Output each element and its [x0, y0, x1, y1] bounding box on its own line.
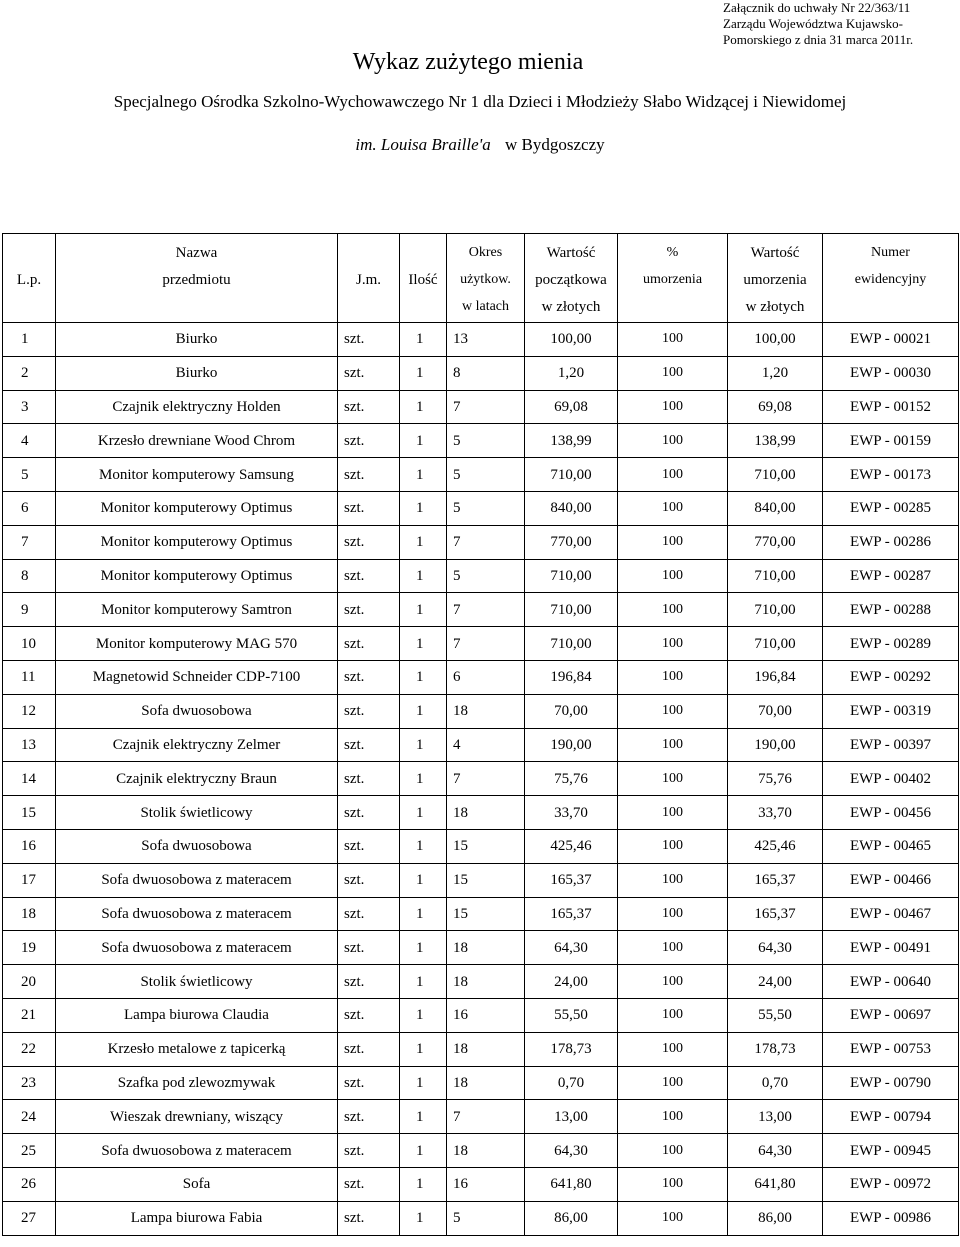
- table-row: [3, 1134, 959, 1168]
- table-header-row: [3, 234, 959, 323]
- cell-name: Sofa dwuosobowa z materacem: [56, 1134, 338, 1168]
- cell-depreciation: 710,00: [728, 593, 823, 627]
- cell-years: 7: [447, 593, 525, 627]
- cell-percent: 100: [618, 796, 728, 830]
- cell-initial-value: 641,80: [525, 1167, 618, 1201]
- cell-name: Monitor komputerowy Samsung: [56, 458, 338, 492]
- cell-inventory-number: EWP - 00159: [823, 424, 959, 458]
- table-row: [3, 694, 959, 728]
- cell-depreciation: 840,00: [728, 491, 823, 525]
- cell-depreciation: 425,46: [728, 829, 823, 863]
- cell-lp: 23: [3, 1066, 56, 1100]
- cell-name: Wieszak drewniany, wiszący: [56, 1100, 338, 1134]
- cell-inventory-number: EWP - 00794: [823, 1100, 959, 1134]
- cell-name: Monitor komputerowy Optimus: [56, 559, 338, 593]
- cell-initial-value: 70,00: [525, 694, 618, 728]
- cell-unit: szt.: [338, 897, 400, 931]
- cell-depreciation: 75,76: [728, 762, 823, 796]
- cell-name: Lampa biurowa Claudia: [56, 998, 338, 1032]
- cell-initial-value: 710,00: [525, 627, 618, 661]
- cell-initial-value: 190,00: [525, 728, 618, 762]
- cell-depreciation: 178,73: [728, 1032, 823, 1066]
- cell-unit: szt.: [338, 694, 400, 728]
- cell-inventory-number: EWP - 00790: [823, 1066, 959, 1100]
- cell-depreciation: 33,70: [728, 796, 823, 830]
- cell-qty: 1: [400, 1066, 447, 1100]
- cell-initial-value: 1,20: [525, 356, 618, 390]
- cell-lp: 3: [3, 390, 56, 424]
- cell-qty: 1: [400, 593, 447, 627]
- cell-inventory-number: EWP - 00286: [823, 525, 959, 559]
- cell-years: 7: [447, 390, 525, 424]
- table-row: [3, 525, 959, 559]
- school-city: w Bydgoszczy: [505, 135, 605, 154]
- cell-percent: 100: [618, 424, 728, 458]
- cell-depreciation: 55,50: [728, 998, 823, 1032]
- cell-percent: 100: [618, 627, 728, 661]
- table-row: [3, 1032, 959, 1066]
- cell-unit: szt.: [338, 559, 400, 593]
- cell-qty: 1: [400, 762, 447, 796]
- cell-years: 18: [447, 1134, 525, 1168]
- cell-inventory-number: EWP - 00491: [823, 931, 959, 965]
- cell-name: Czajnik elektryczny Braun: [56, 762, 338, 796]
- cell-inventory-number: EWP - 00289: [823, 627, 959, 661]
- cell-percent: 100: [618, 1066, 728, 1100]
- cell-initial-value: 710,00: [525, 559, 618, 593]
- cell-initial-value: 138,99: [525, 424, 618, 458]
- cell-lp: 22: [3, 1032, 56, 1066]
- cell-depreciation: 710,00: [728, 559, 823, 593]
- cell-initial-value: 69,08: [525, 390, 618, 424]
- cell-lp: 9: [3, 593, 56, 627]
- header-qty: Ilość: [400, 234, 447, 323]
- table-row: [3, 424, 959, 458]
- cell-qty: 1: [400, 998, 447, 1032]
- cell-percent: 100: [618, 1167, 728, 1201]
- cell-qty: 1: [400, 491, 447, 525]
- cell-depreciation: 24,00: [728, 965, 823, 999]
- cell-qty: 1: [400, 863, 447, 897]
- cell-percent: 100: [618, 965, 728, 999]
- cell-depreciation: 70,00: [728, 694, 823, 728]
- table-row: [3, 1100, 959, 1134]
- cell-lp: 5: [3, 458, 56, 492]
- cell-qty: 1: [400, 897, 447, 931]
- cell-depreciation: 1,20: [728, 356, 823, 390]
- cell-inventory-number: EWP - 00030: [823, 356, 959, 390]
- cell-initial-value: 64,30: [525, 1134, 618, 1168]
- cell-name: Sofa dwuosobowa z materacem: [56, 863, 338, 897]
- header-jm: J.m.: [338, 234, 400, 323]
- cell-lp: 7: [3, 525, 56, 559]
- header-inventory-number: Numer ewidencyjny: [823, 234, 959, 323]
- cell-years: 8: [447, 356, 525, 390]
- cell-unit: szt.: [338, 458, 400, 492]
- cell-lp: 6: [3, 491, 56, 525]
- cell-qty: 1: [400, 525, 447, 559]
- cell-percent: 100: [618, 694, 728, 728]
- cell-unit: szt.: [338, 728, 400, 762]
- table-row: [3, 660, 959, 694]
- cell-inventory-number: EWP - 00292: [823, 660, 959, 694]
- cell-lp: 12: [3, 694, 56, 728]
- cell-name: Stolik świetlicowy: [56, 965, 338, 999]
- cell-unit: szt.: [338, 660, 400, 694]
- cell-unit: szt.: [338, 1032, 400, 1066]
- cell-years: 7: [447, 525, 525, 559]
- cell-years: 13: [447, 323, 525, 357]
- cell-percent: 100: [618, 762, 728, 796]
- cell-percent: 100: [618, 728, 728, 762]
- cell-name: Monitor komputerowy MAG 570: [56, 627, 338, 661]
- cell-name: Czajnik elektryczny Holden: [56, 390, 338, 424]
- cell-lp: 26: [3, 1167, 56, 1201]
- table-row: [3, 491, 959, 525]
- cell-qty: 1: [400, 1167, 447, 1201]
- cell-percent: 100: [618, 1201, 728, 1235]
- cell-lp: 20: [3, 965, 56, 999]
- cell-percent: 100: [618, 525, 728, 559]
- cell-name: Czajnik elektryczny Zelmer: [56, 728, 338, 762]
- school-line: [0, 135, 960, 155]
- cell-depreciation: 190,00: [728, 728, 823, 762]
- header-initial-value: Wartość początkowa w złotych: [525, 234, 618, 323]
- cell-lp: 8: [3, 559, 56, 593]
- table-row: [3, 627, 959, 661]
- cell-initial-value: 770,00: [525, 525, 618, 559]
- cell-percent: 100: [618, 829, 728, 863]
- cell-initial-value: 710,00: [525, 458, 618, 492]
- cell-qty: 1: [400, 796, 447, 830]
- cell-years: 16: [447, 998, 525, 1032]
- cell-lp: 17: [3, 863, 56, 897]
- header-name: Nazwa przedmiotu: [56, 234, 338, 323]
- cell-unit: szt.: [338, 390, 400, 424]
- table-row: [3, 559, 959, 593]
- cell-qty: 1: [400, 559, 447, 593]
- cell-unit: szt.: [338, 491, 400, 525]
- cell-inventory-number: EWP - 00465: [823, 829, 959, 863]
- cell-percent: 100: [618, 390, 728, 424]
- cell-years: 18: [447, 965, 525, 999]
- cell-lp: 10: [3, 627, 56, 661]
- cell-unit: szt.: [338, 356, 400, 390]
- cell-initial-value: 55,50: [525, 998, 618, 1032]
- cell-depreciation: 710,00: [728, 458, 823, 492]
- cell-qty: 1: [400, 660, 447, 694]
- cell-years: 5: [447, 1201, 525, 1235]
- cell-lp: 16: [3, 829, 56, 863]
- cell-inventory-number: EWP - 00397: [823, 728, 959, 762]
- cell-lp: 24: [3, 1100, 56, 1134]
- cell-percent: 100: [618, 931, 728, 965]
- cell-depreciation: 165,37: [728, 863, 823, 897]
- cell-name: Sofa dwuosobowa z materacem: [56, 897, 338, 931]
- cell-years: 6: [447, 660, 525, 694]
- cell-initial-value: 75,76: [525, 762, 618, 796]
- cell-years: 5: [447, 491, 525, 525]
- cell-lp: 1: [3, 323, 56, 357]
- cell-inventory-number: EWP - 00640: [823, 965, 959, 999]
- cell-unit: szt.: [338, 1100, 400, 1134]
- cell-unit: szt.: [338, 796, 400, 830]
- cell-depreciation: 770,00: [728, 525, 823, 559]
- cell-years: 15: [447, 897, 525, 931]
- cell-qty: 1: [400, 458, 447, 492]
- table-row: [3, 1201, 959, 1235]
- table-row: [3, 931, 959, 965]
- cell-initial-value: 840,00: [525, 491, 618, 525]
- cell-unit: szt.: [338, 1066, 400, 1100]
- cell-unit: szt.: [338, 627, 400, 661]
- cell-unit: szt.: [338, 525, 400, 559]
- cell-initial-value: 196,84: [525, 660, 618, 694]
- cell-qty: 1: [400, 1201, 447, 1235]
- cell-inventory-number: EWP - 00697: [823, 998, 959, 1032]
- cell-depreciation: 138,99: [728, 424, 823, 458]
- asset-table: [2, 233, 959, 1236]
- cell-name: Sofa dwuosobowa z materacem: [56, 931, 338, 965]
- cell-depreciation: 165,37: [728, 897, 823, 931]
- cell-depreciation: 710,00: [728, 627, 823, 661]
- cell-depreciation: 64,30: [728, 1134, 823, 1168]
- cell-depreciation: 64,30: [728, 931, 823, 965]
- cell-lp: 11: [3, 660, 56, 694]
- cell-years: 5: [447, 559, 525, 593]
- cell-initial-value: 33,70: [525, 796, 618, 830]
- cell-percent: 100: [618, 356, 728, 390]
- table-row: [3, 796, 959, 830]
- cell-depreciation: 0,70: [728, 1066, 823, 1100]
- cell-unit: szt.: [338, 931, 400, 965]
- cell-years: 15: [447, 829, 525, 863]
- cell-unit: szt.: [338, 762, 400, 796]
- cell-lp: 27: [3, 1201, 56, 1235]
- cell-percent: 100: [618, 660, 728, 694]
- cell-initial-value: 100,00: [525, 323, 618, 357]
- cell-inventory-number: EWP - 00986: [823, 1201, 959, 1235]
- cell-qty: 1: [400, 829, 447, 863]
- cell-years: 15: [447, 863, 525, 897]
- cell-name: Stolik świetlicowy: [56, 796, 338, 830]
- cell-years: 7: [447, 1100, 525, 1134]
- cell-lp: 19: [3, 931, 56, 965]
- cell-name: Sofa dwuosobowa: [56, 694, 338, 728]
- cell-years: 18: [447, 1066, 525, 1100]
- cell-lp: 21: [3, 998, 56, 1032]
- cell-lp: 14: [3, 762, 56, 796]
- cell-unit: szt.: [338, 998, 400, 1032]
- cell-years: 16: [447, 1167, 525, 1201]
- cell-qty: 1: [400, 356, 447, 390]
- cell-inventory-number: EWP - 00402: [823, 762, 959, 796]
- header-depreciation: Wartość umorzenia w złotych: [728, 234, 823, 323]
- table-row: [3, 762, 959, 796]
- cell-qty: 1: [400, 931, 447, 965]
- cell-unit: szt.: [338, 1167, 400, 1201]
- cell-lp: 18: [3, 897, 56, 931]
- cell-years: 7: [447, 627, 525, 661]
- table-row: [3, 728, 959, 762]
- table-row: [3, 829, 959, 863]
- cell-initial-value: 165,37: [525, 897, 618, 931]
- cell-inventory-number: EWP - 00753: [823, 1032, 959, 1066]
- cell-percent: 100: [618, 897, 728, 931]
- cell-qty: 1: [400, 694, 447, 728]
- cell-qty: 1: [400, 1100, 447, 1134]
- cell-lp: 15: [3, 796, 56, 830]
- cell-inventory-number: EWP - 00945: [823, 1134, 959, 1168]
- cell-inventory-number: EWP - 00319: [823, 694, 959, 728]
- cell-qty: 1: [400, 1134, 447, 1168]
- cell-inventory-number: EWP - 00287: [823, 559, 959, 593]
- annex-line-1: Załącznik do uchwały Nr 22/363/11: [723, 0, 911, 15]
- document-title: Wykaz zużytego mienia: [352, 49, 584, 75]
- table-row: [3, 390, 959, 424]
- cell-lp: 25: [3, 1134, 56, 1168]
- table-body: [3, 323, 959, 1236]
- cell-initial-value: 710,00: [525, 593, 618, 627]
- cell-depreciation: 641,80: [728, 1167, 823, 1201]
- cell-initial-value: 178,73: [525, 1032, 618, 1066]
- cell-depreciation: 13,00: [728, 1100, 823, 1134]
- annex-line-3: Pomorskiego z dnia 31 marca 2011r.: [723, 32, 914, 47]
- cell-percent: 100: [618, 491, 728, 525]
- cell-lp: 13: [3, 728, 56, 762]
- cell-unit: szt.: [338, 593, 400, 627]
- cell-lp: 4: [3, 424, 56, 458]
- cell-name: Szafka pod zlewozmywak: [56, 1066, 338, 1100]
- table-row: [3, 965, 959, 999]
- cell-qty: 1: [400, 728, 447, 762]
- cell-initial-value: 425,46: [525, 829, 618, 863]
- cell-depreciation: 100,00: [728, 323, 823, 357]
- cell-unit: szt.: [338, 323, 400, 357]
- cell-years: 5: [447, 424, 525, 458]
- cell-inventory-number: EWP - 00152: [823, 390, 959, 424]
- cell-years: 4: [447, 728, 525, 762]
- cell-percent: 100: [618, 458, 728, 492]
- cell-unit: szt.: [338, 424, 400, 458]
- cell-percent: 100: [618, 593, 728, 627]
- cell-years: 18: [447, 694, 525, 728]
- cell-inventory-number: EWP - 00456: [823, 796, 959, 830]
- cell-initial-value: 0,70: [525, 1066, 618, 1100]
- cell-qty: 1: [400, 965, 447, 999]
- cell-unit: szt.: [338, 965, 400, 999]
- cell-years: 7: [447, 762, 525, 796]
- cell-qty: 1: [400, 424, 447, 458]
- header-period: Okres użytkow. w latach: [447, 234, 525, 323]
- header-lp: L.p.: [3, 234, 56, 323]
- cell-inventory-number: EWP - 00466: [823, 863, 959, 897]
- cell-depreciation: 86,00: [728, 1201, 823, 1235]
- cell-unit: szt.: [338, 829, 400, 863]
- cell-inventory-number: EWP - 00467: [823, 897, 959, 931]
- cell-percent: 100: [618, 1032, 728, 1066]
- cell-depreciation: 196,84: [728, 660, 823, 694]
- cell-initial-value: 64,30: [525, 931, 618, 965]
- annex-note: [723, 0, 958, 48]
- cell-percent: 100: [618, 1134, 728, 1168]
- cell-inventory-number: EWP - 00021: [823, 323, 959, 357]
- cell-percent: 100: [618, 323, 728, 357]
- table-row: [3, 998, 959, 1032]
- table-row: [3, 458, 959, 492]
- cell-years: 18: [447, 931, 525, 965]
- table-row: [3, 1167, 959, 1201]
- cell-unit: szt.: [338, 863, 400, 897]
- header-percent: % umorzenia: [618, 234, 728, 323]
- cell-name: Lampa biurowa Fabia: [56, 1201, 338, 1235]
- cell-percent: 100: [618, 559, 728, 593]
- table-row: [3, 356, 959, 390]
- cell-inventory-number: EWP - 00285: [823, 491, 959, 525]
- table-row: [3, 863, 959, 897]
- cell-name: Biurko: [56, 356, 338, 390]
- cell-unit: szt.: [338, 1201, 400, 1235]
- cell-depreciation: 69,08: [728, 390, 823, 424]
- cell-unit: szt.: [338, 1134, 400, 1168]
- school-patron: im. Louisa Braille'a: [355, 135, 491, 154]
- table-row: [3, 1066, 959, 1100]
- table-row: [3, 897, 959, 931]
- cell-years: 18: [447, 796, 525, 830]
- cell-inventory-number: EWP - 00972: [823, 1167, 959, 1201]
- institution-name: Specjalnego Ośrodka Szkolno-Wychowawczego Nr 1 dla Dzieci i Młodzieży Słabo Widzącej i Niewidomej: [113, 92, 847, 111]
- cell-qty: 1: [400, 627, 447, 661]
- cell-name: Monitor komputerowy Samtron: [56, 593, 338, 627]
- annex-line-2: Zarządu Województwa Kujawsko-: [723, 16, 903, 31]
- cell-name: Krzesło metalowe z tapicerką: [56, 1032, 338, 1066]
- table-row: [3, 323, 959, 357]
- table-row: [3, 593, 959, 627]
- cell-lp: 2: [3, 356, 56, 390]
- cell-name: Sofa dwuosobowa: [56, 829, 338, 863]
- cell-name: Monitor komputerowy Optimus: [56, 525, 338, 559]
- cell-name: Krzesło drewniane Wood Chrom: [56, 424, 338, 458]
- cell-percent: 100: [618, 1100, 728, 1134]
- cell-name: Magnetowid Schneider CDP-7100: [56, 660, 338, 694]
- cell-percent: 100: [618, 863, 728, 897]
- cell-qty: 1: [400, 1032, 447, 1066]
- cell-initial-value: 13,00: [525, 1100, 618, 1134]
- cell-qty: 1: [400, 390, 447, 424]
- cell-name: Sofa: [56, 1167, 338, 1201]
- cell-qty: 1: [400, 323, 447, 357]
- cell-initial-value: 24,00: [525, 965, 618, 999]
- cell-initial-value: 86,00: [525, 1201, 618, 1235]
- cell-initial-value: 165,37: [525, 863, 618, 897]
- cell-inventory-number: EWP - 00288: [823, 593, 959, 627]
- cell-percent: 100: [618, 998, 728, 1032]
- cell-years: 5: [447, 458, 525, 492]
- cell-name: Biurko: [56, 323, 338, 357]
- cell-name: Monitor komputerowy Optimus: [56, 491, 338, 525]
- cell-inventory-number: EWP - 00173: [823, 458, 959, 492]
- cell-years: 18: [447, 1032, 525, 1066]
